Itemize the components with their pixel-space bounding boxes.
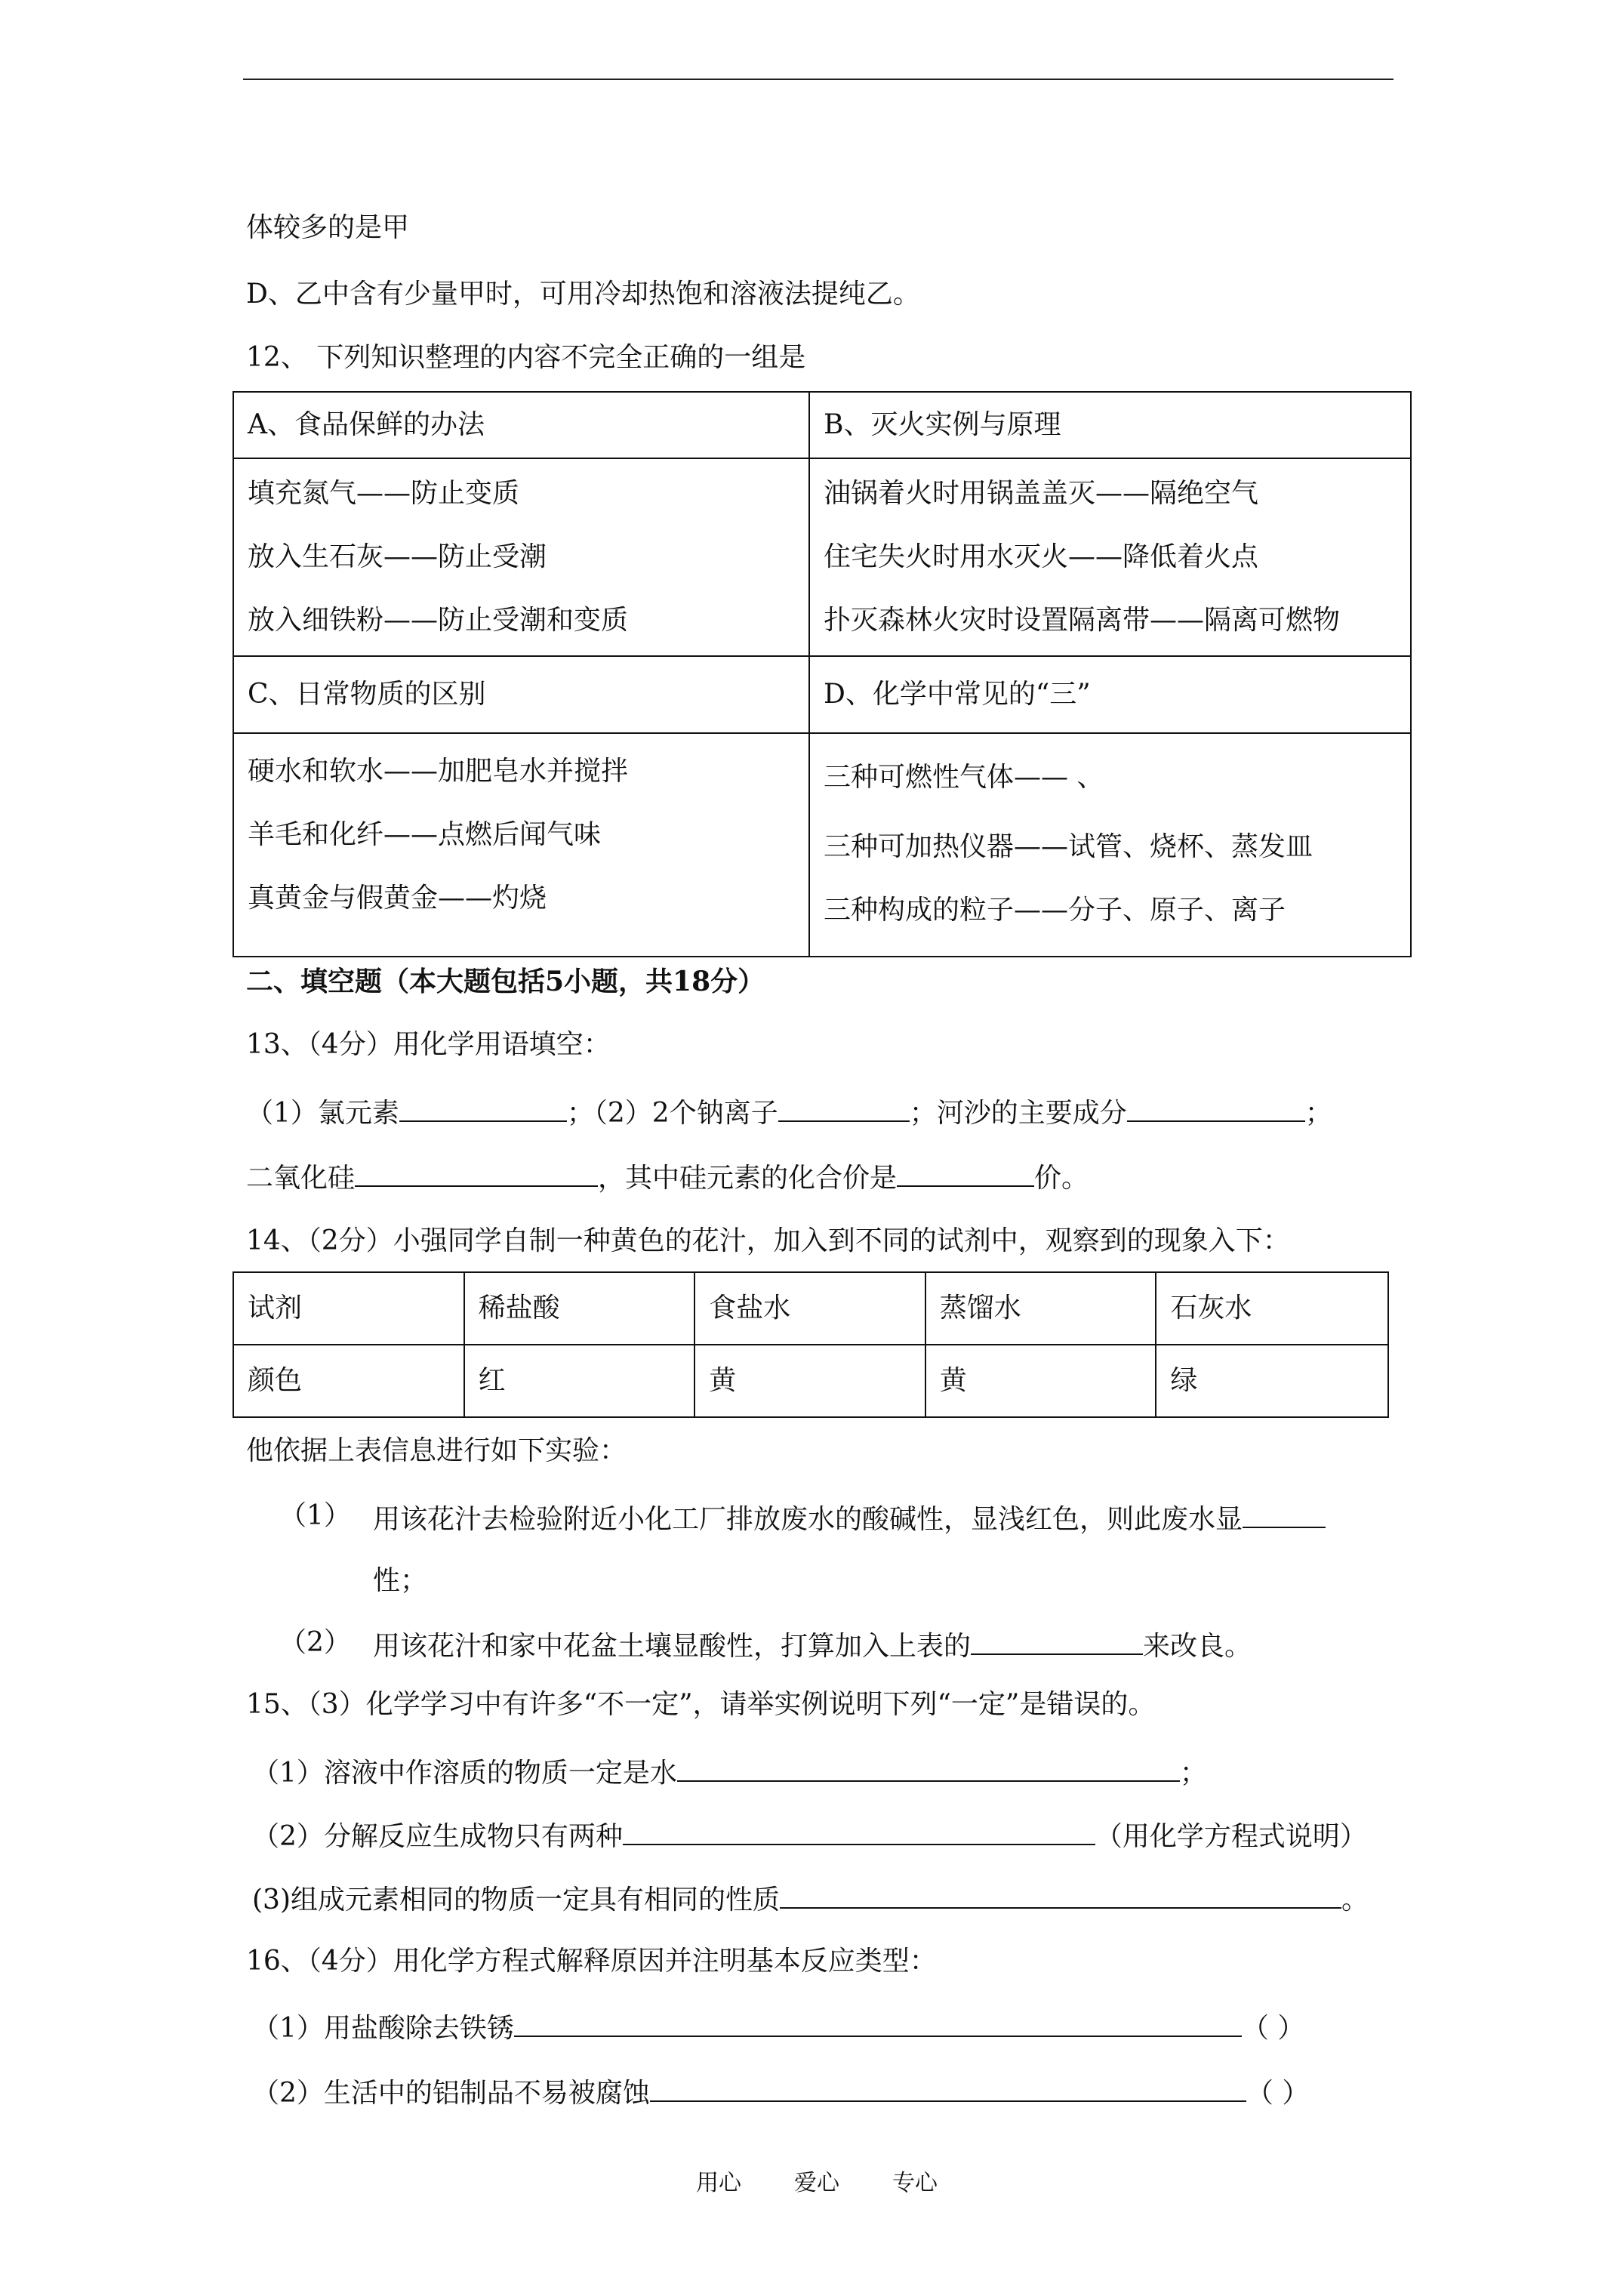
text: ；（2）2个钠离子: [566, 1098, 778, 1129]
table-cell: 黄: [925, 1345, 1156, 1417]
section-title: 二、填空题（本大题包括5小题，共18分）: [246, 966, 765, 997]
reagent-table: [233, 1271, 1389, 1418]
question-12: 12、 下列知识整理的内容不完全正确的一组是: [246, 342, 806, 373]
cell-header-b: B、灭火实例与原理: [823, 409, 1061, 440]
text: ；: [1304, 1098, 1332, 1129]
answer-blank[interactable]: [514, 2008, 1242, 2037]
q14-sub-2: [373, 1626, 1252, 1663]
cell-line: 填充氮气——防止变质: [248, 478, 520, 509]
text: （2）分解反应生成物只有两种: [252, 1821, 623, 1852]
question-13: 13、（4分）用化学用语填空：: [246, 1029, 611, 1060]
table-cell: [809, 392, 1411, 458]
cell-line: 羊毛和化纤——点燃后闻气味: [248, 819, 602, 850]
text: （1）氯元素: [246, 1098, 399, 1129]
cell-line: 放入生石灰——防止受潮: [248, 541, 547, 572]
text: 用该花汁去检验附近小化工厂排放废水的酸碱性，显浅红色，则此废水显: [373, 1504, 1243, 1535]
table-cell: 红: [464, 1345, 695, 1417]
question-14: 14、（2分）小强同学自制一种黄色的花汁，加入到不同的试剂中，观察到的现象入下：: [246, 1225, 1290, 1256]
text: （用化学方程式说明）: [1095, 1821, 1367, 1852]
answer-blank[interactable]: [897, 1158, 1034, 1187]
q14-sub-1-cont: 性；: [373, 1565, 428, 1596]
cell-line: 放入细铁粉——防止受潮和变质: [248, 605, 629, 636]
q16-part-2: [252, 2073, 1309, 2110]
answer-blank[interactable]: [971, 1626, 1143, 1655]
table-cell: 试剂: [233, 1272, 464, 1345]
text: 来改良。: [1143, 1631, 1252, 1662]
q14-sub-1: [373, 1499, 1326, 1536]
text: （2）生活中的铝制品不易被腐蚀: [252, 2078, 650, 2109]
footer-text: 用心: [696, 2170, 741, 2196]
table-cell: 石灰水: [1156, 1272, 1388, 1345]
question-15: 15、（3）化学学习中有许多“不一定”，请举实例说明下列“一定”是错误的。: [246, 1689, 1156, 1720]
table-cell: [809, 458, 1411, 656]
q16-part-1: [252, 2008, 1304, 2045]
table-cell: 蒸馏水: [925, 1272, 1156, 1345]
text: （ ）: [1241, 2013, 1305, 2044]
text: ，其中硅元素的化合价是: [598, 1163, 898, 1194]
table-cell: 稀盐酸: [464, 1272, 695, 1345]
cell-header-d: D、化学中常见的“三”: [823, 679, 1091, 710]
answer-blank[interactable]: [1243, 1499, 1326, 1528]
cell-line: 油锅着火时用锅盖盖灭——隔绝空气: [823, 478, 1258, 509]
cell-header-c: C、日常物质的区别: [248, 679, 486, 710]
q13-line-1: [246, 1093, 1332, 1130]
table-cell: 食盐水: [694, 1272, 925, 1345]
answer-blank[interactable]: [399, 1093, 567, 1122]
footer-text: 爱心: [794, 2170, 839, 2196]
text: （1）溶液中作溶质的物质一定是水: [252, 1758, 677, 1789]
table-cell: [809, 733, 1411, 957]
answer-blank[interactable]: [778, 1093, 910, 1122]
answer-blank[interactable]: [623, 1817, 1095, 1845]
cell-line: 三种构成的粒子——分子、原子、离子: [823, 895, 1286, 926]
q14-intro: 他依据上表信息进行如下实验：: [246, 1435, 627, 1466]
text: (3)组成元素相同的物质一定具有相同的性质: [252, 1885, 780, 1915]
cell-header-a: A、食品保鲜的办法: [248, 409, 485, 440]
footer-text: 专心: [892, 2170, 938, 2196]
q13-line-2: [246, 1158, 1089, 1195]
text: （1）用盐酸除去铁锈: [252, 2013, 514, 2044]
text: 用该花汁和家中花盆土壤显酸性，打算加入上表的: [373, 1631, 972, 1662]
table-cell: [233, 458, 809, 656]
table-cell: [233, 656, 809, 733]
cell-line: 三种可加热仪器——试管、烧杯、蒸发皿: [823, 831, 1313, 862]
table-cell: 颜色: [233, 1345, 464, 1417]
text: 二氧化硅: [246, 1163, 356, 1194]
cell-line: 硬水和软水——加肥皂水并搅拌: [248, 756, 629, 787]
q14-sub-number: （1）: [279, 1500, 351, 1531]
cell-line: 三种可燃性气体—— 、: [823, 762, 1104, 793]
text: ；: [1179, 1758, 1207, 1789]
option-d: D、乙中含有少量甲时，可用冷却热饱和溶液法提纯乙。: [246, 279, 920, 310]
answer-blank[interactable]: [1127, 1093, 1305, 1122]
text: 。: [1341, 1885, 1369, 1915]
q15-part-1: [252, 1753, 1207, 1790]
text: 价。: [1034, 1163, 1089, 1194]
answer-blank[interactable]: [780, 1880, 1341, 1909]
answer-blank[interactable]: [355, 1158, 598, 1187]
cell-line: 扑灭森林火灾时设置隔离带——隔离可燃物: [823, 605, 1340, 636]
text-line: 体较多的是甲: [246, 212, 410, 243]
cell-line: 真黄金与假黄金——灼烧: [248, 883, 547, 914]
q15-part-3: [252, 1880, 1369, 1917]
answer-blank[interactable]: [677, 1753, 1180, 1782]
question-16: 16、（4分）用化学方程式解释原因并注明基本反应类型：: [246, 1946, 937, 1977]
text: ；河沙的主要成分: [909, 1098, 1127, 1129]
cell-line: 住宅失火时用水灭火——降低着火点: [823, 541, 1258, 572]
text: （ ）: [1246, 2078, 1310, 2109]
q15-part-2: [252, 1817, 1367, 1854]
header-rule: [243, 79, 1394, 80]
table-cell: [233, 733, 809, 957]
table-cell: [809, 656, 1411, 733]
table-cell: 黄: [694, 1345, 925, 1417]
table-cell: [233, 392, 809, 458]
table-cell: 绿: [1156, 1345, 1388, 1417]
q14-sub-number: （2）: [279, 1627, 351, 1658]
knowledge-table: [233, 391, 1412, 957]
answer-blank[interactable]: [650, 2073, 1246, 2102]
